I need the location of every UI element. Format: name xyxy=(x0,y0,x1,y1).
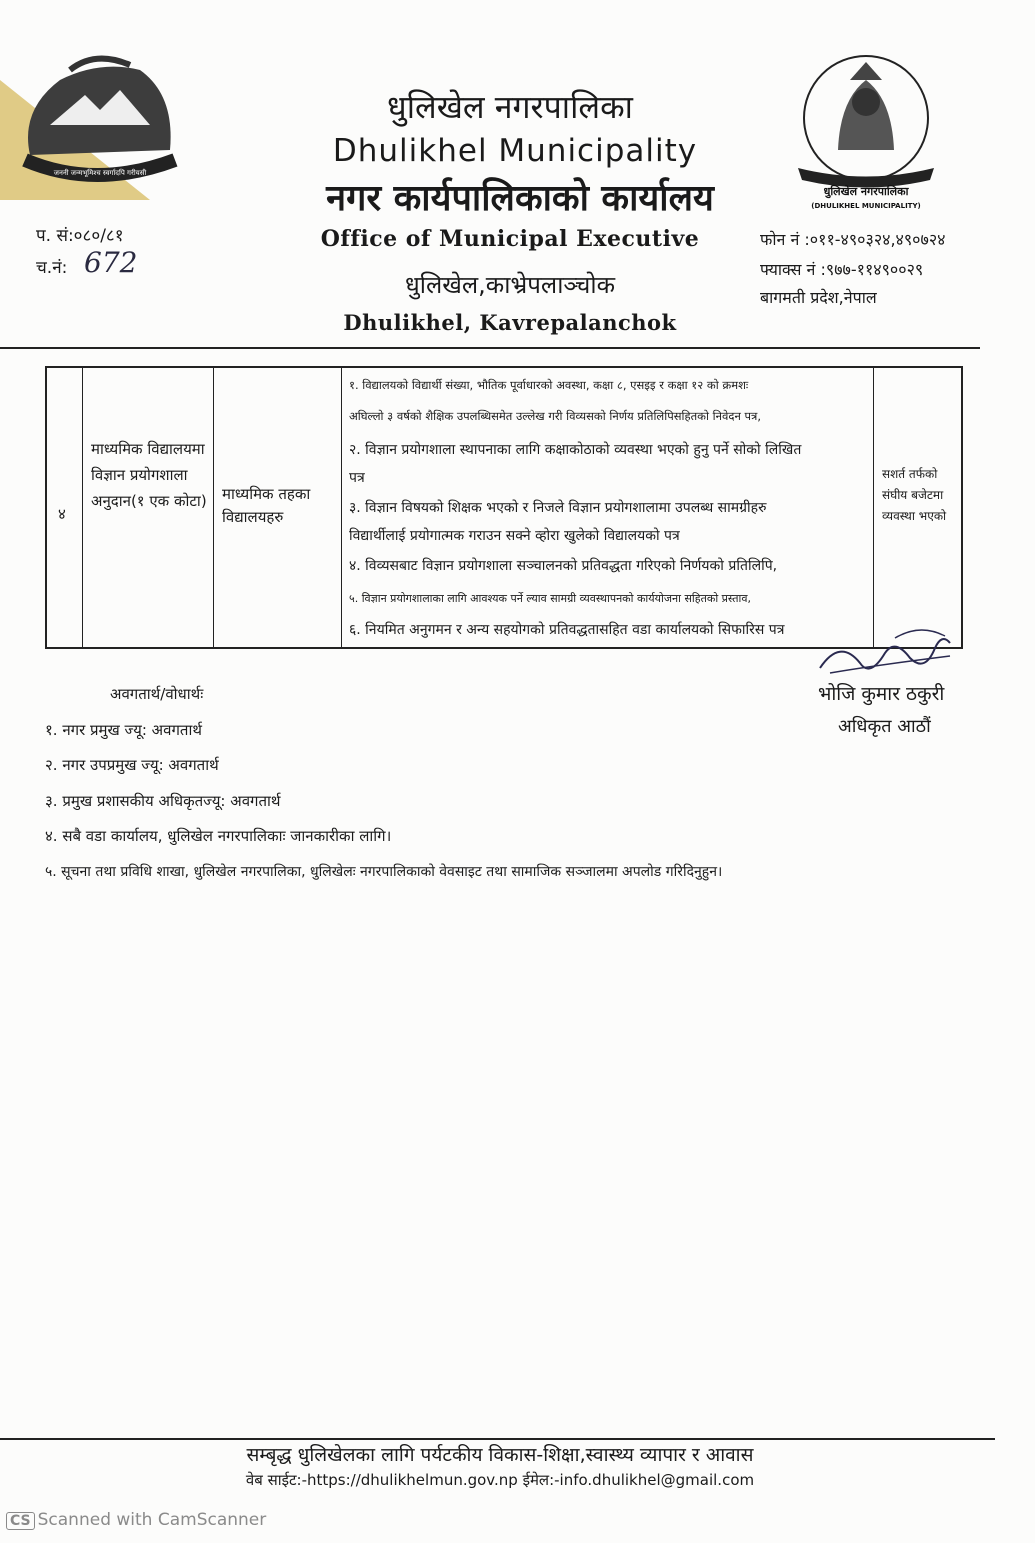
reference-number: प. सं:०८०/८१ xyxy=(36,226,124,246)
document-line: अघिल्लो ३ वर्षको शैक्षिक उपलब्धिसमेत उल्लेख गरी विव्यसको निर्णय प्रतिलिपिसहितको निवेदन पत्र, xyxy=(349,409,762,423)
address-np: धुलिखेल,काभ्रेपलाञ्चोक xyxy=(405,271,615,299)
handwritten-signature xyxy=(810,618,960,688)
municipality-logo-emblem xyxy=(790,40,940,220)
eligible-institutions: माध्यमिक तहका विद्यालयहरु xyxy=(222,485,311,526)
emblem-motto: जननी जन्मभूमिश्च स्वर्गादपि गरीयसी xyxy=(53,169,147,177)
document-line: ६. नियमित अनुगमन र अन्य सहयोगको प्रतिवद्धतासहित वडा कार्यालयको सिफारिस पत्र xyxy=(349,622,785,638)
logo-text-np: धुलिखेल नगरपालिका xyxy=(823,185,909,198)
remarks-cell xyxy=(874,368,963,647)
nepal-coat-of-arms-emblem xyxy=(0,40,190,200)
document-line: ५. विज्ञान प्रयोगशालाका लागि आवश्यक पर्ने ल्याव सामग्री व्यवस्थापनको कार्ययोजना सहितको प्रस्ताव, xyxy=(349,592,751,605)
signer-name: भोजि कुमार ठकुरी xyxy=(818,683,945,705)
camscanner-icon: CS xyxy=(6,1512,35,1530)
cc-item: ४. सबै वडा कार्यालय, धुलिखेल नगरपालिकाः जानकारीका लागि। xyxy=(45,827,392,845)
office-name-en: Office of Municipal Executive xyxy=(320,226,700,252)
header-divider xyxy=(0,347,980,349)
serial-cell xyxy=(47,368,83,647)
footer-slogan: सम्बृद्ध धुलिखेलका लागि पर्यटकीय विकास-शिक्षा,स्वास्थ्य व्यापार र आवास xyxy=(246,1444,754,1466)
program-cell xyxy=(83,368,214,647)
municipality-name-np: धुलिखेल नगरपालिका xyxy=(387,88,633,126)
footer-contact: वेब साईट:-https://dhulikhelmun.gov.np ईमेल:-info.dhulikhel@gmail.com xyxy=(245,1471,755,1489)
office-name-np: नगर कार्यपालिकाको कार्यालय xyxy=(326,178,714,219)
document-line: पत्र xyxy=(349,470,365,486)
dispatch-number-handwritten: 672 xyxy=(84,246,138,279)
fax-number: फ्याक्स नं :९७७-११४९००२९ xyxy=(760,260,924,279)
municipality-name-en: Dhulikhel Municipality xyxy=(332,133,698,169)
scanner-text: Scanned with CamScanner xyxy=(37,1510,267,1530)
cc-item: ३. प्रमुख प्रशासकीय अधिकृतज्यू: अवगतार्थ xyxy=(45,792,281,810)
cc-item: १. नगर प्रमुख ज्यू: अवगतार्थ xyxy=(45,721,202,739)
address-en: Dhulikhel, Kavrepalanchok xyxy=(343,310,677,335)
document-line: विद्यार्थीलाई प्रयोगात्मक गराउन सक्ने व्होरा खुलेको विद्यालयको पत्र xyxy=(349,528,680,544)
cc-item: ५. सूचना तथा प्रविधि शाखा, धुलिखेल नगरपालिका, धुलिखेलः नगरपालिकाको वेवसाइट तथा सामाजिक सञ्जालमा अपलोड गरिदिनुहुन। xyxy=(45,864,723,880)
document-line: १. विद्यालयको विद्यार्थी संख्या, भौतिक पूर्वाधारको अवस्था, कक्षा ८, एसइइ र कक्षा १२ को क्रमशः xyxy=(349,378,749,392)
document-line: ३. विज्ञान विषयको शिक्षक भएको र निजले विज्ञान प्रयोगशालामा उपलब्ध सामग्रीहरु xyxy=(349,500,767,516)
document-line: ४. विव्यसबाट विज्ञान प्रयोगशाला सञ्चालनको प्रतिवद्धता गरिएको निर्णयको प्रतिलिपि, xyxy=(349,558,778,574)
province-country: बागमती प्रदेश,नेपाल xyxy=(760,288,877,307)
remarks-text: सशर्त तर्फको संघीय बजेटमा व्यवस्था भएको xyxy=(882,467,947,523)
documents-cell xyxy=(342,368,874,647)
program-name: माध्यमिक विद्यालयमा विज्ञान प्रयोगशाला अनुदान(१ एक कोटा) xyxy=(91,440,207,510)
logo-text-en: (DHULIKHEL MUNICIPALITY) xyxy=(811,202,921,210)
phone-numbers: फोन नं :०११-४९०३२४,४९०७२४ xyxy=(760,230,946,249)
cc-heading: अवगतार्थ/वोधार्थः xyxy=(110,685,204,703)
serial-number: ४ xyxy=(58,505,66,523)
document-line: २. विज्ञान प्रयोगशाला स्थापनाका लागि कक्षाकोठाको व्यवस्था भएको हुनु पर्ने सोको लिखित xyxy=(349,442,802,458)
requirements-table xyxy=(45,366,963,649)
scanner-watermark xyxy=(6,1510,266,1530)
eligibility-cell xyxy=(214,368,342,647)
signer-title: अधिकृत आठौं xyxy=(838,716,931,737)
dispatch-label: च.नं: xyxy=(36,258,68,278)
cc-item: २. नगर उपप्रमुख ज्यू: अवगतार्थ xyxy=(45,756,219,774)
footer-divider xyxy=(0,1438,995,1440)
